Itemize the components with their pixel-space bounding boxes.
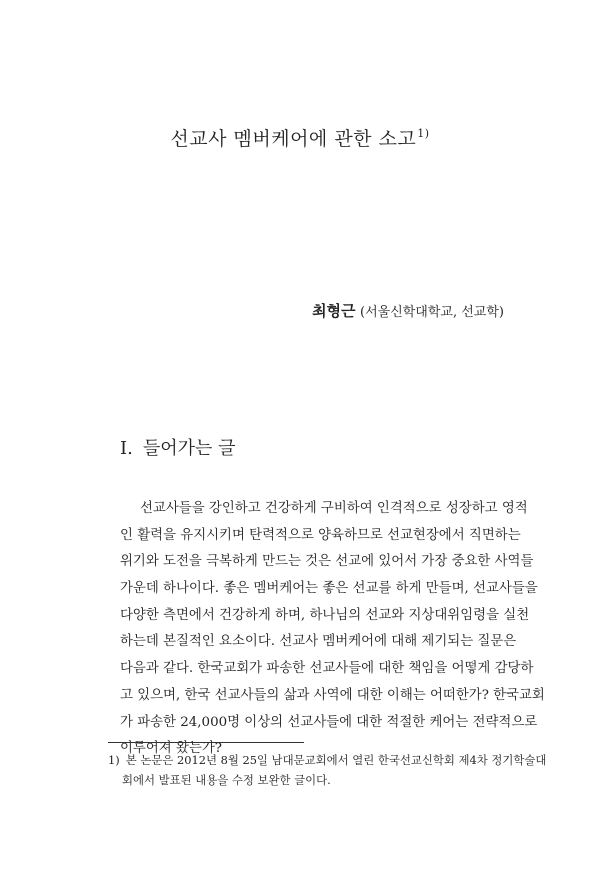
body-line: 다양한 측면에서 건강하게 하며, 하나님의 선교와 지상대위임령을 실천	[120, 607, 530, 623]
body-line: 가 파송한 24,000명 이상의 선교사들에 대한 적절한 케어는 전략적으로	[120, 714, 538, 730]
body-line: 선교사들을 강인하고 건강하게 구비하여 인격적으로 성장하고 영적	[140, 501, 528, 516]
body-paragraph	[120, 496, 545, 763]
title-footnote-ref[interactable]: 1)	[417, 127, 430, 140]
body-line: 인 활력을 유지시키며 탄력적으로 양육하므로 선교현장에서 직면하는	[120, 527, 521, 543]
footnote	[108, 750, 547, 790]
footnote-mark: 1)	[108, 753, 120, 767]
author-name: 최형근	[312, 302, 356, 320]
body-line: 고 있으며, 한국 선교사들의 삶과 사역에 대한 이해는 어떠한가? 한국교회	[120, 687, 545, 703]
paper-title	[0, 124, 600, 151]
footnote-line: 회에서 발표된 내용을 수정 보완한 글이다.	[122, 773, 331, 787]
footnote-line	[108, 750, 547, 770]
author-line	[312, 300, 504, 321]
body-line: 하는데 본질적인 요소이다. 선교사 멤버케어에 대해 제기되는 질문은	[120, 634, 517, 650]
body-line: 이루어져 왔는가?	[120, 741, 222, 757]
section-number: I.	[120, 438, 133, 459]
author-affiliation: (서울신학대학교, 선교학)	[360, 305, 504, 320]
footnote-text: 본 논문은 2012년 8월 25일 남대문교회에서 열린 한국선교신학회 제4차 정기학술대	[125, 753, 547, 767]
footnote-divider	[108, 742, 304, 743]
section-heading	[120, 434, 236, 460]
body-line: 다음과 같다. 한국교회가 파송한 선교사들에 대한 책임을 어떻게 감당하	[120, 661, 534, 677]
body-line: 위기와 도전을 극복하게 만드는 것은 선교에 있어서 가장 중요한 사역들	[120, 554, 534, 570]
body-line: 가운데 하나이다. 좋은 멤버케어는 좋은 선교를 하게 만들며, 선교사들을	[120, 581, 538, 597]
paper-title-text: 선교사 멤버케어에 관한 소고	[170, 128, 417, 150]
section-title: 들어가는 글	[142, 438, 236, 459]
